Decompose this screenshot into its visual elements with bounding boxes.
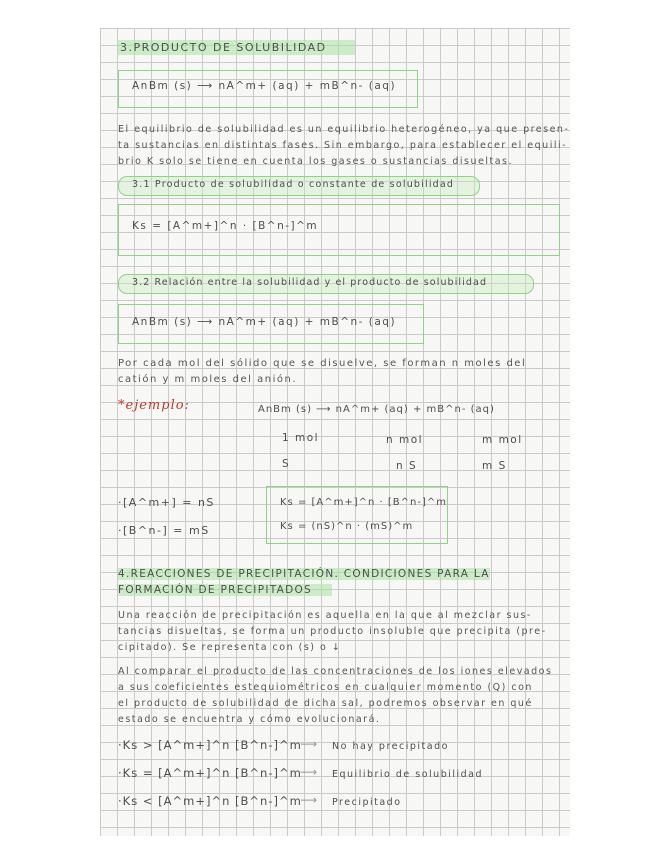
right-arrow-icon: ⟶ (300, 765, 318, 779)
s-row-a: S (282, 458, 291, 470)
subsection-3-1-title: 3.1 Producto de solubilidad o constante de solubilidad (132, 179, 455, 190)
mol-row-c: m mol (482, 434, 523, 446)
precipitation-paragraph (118, 608, 547, 656)
conc-a: ·[A^m+] = nS (118, 496, 215, 509)
right-arrow-icon: ⟶ (300, 737, 318, 751)
section-3-heading: 3.PRODUCTO DE SOLUBILIDAD (118, 40, 355, 55)
condition-result: Equilibrio de solubilidad (332, 769, 484, 780)
s-row-b: n S (396, 460, 418, 472)
compare-line: a sus coeficientes estequiométricos en cualquier momento (Q) con (118, 682, 533, 693)
conc-b: ·[B^n-] = mS (118, 524, 210, 537)
compare-paragraph (118, 664, 552, 728)
intro-paragraph (118, 122, 569, 170)
ks-solution-box (266, 486, 448, 544)
precipitation-line: Una reacción de precipitación es aquella en la que al mezclar sus- (118, 610, 532, 621)
mol-line: Por cada mol del sólido que se disuelve, se forman n moles del (118, 358, 527, 369)
ks-formula: Ks = [A^m+]^n · [B^n-]^m (132, 220, 319, 232)
compare-line: Al comparar el producto de las concentraciones de los iones elevados (118, 666, 553, 677)
subsection-3-2-title: 3.2 Relación entre la solubilidad y el producto de solubilidad (132, 277, 488, 288)
relation-equation: AnBm (s) ⟶ nA^m+ (aq) + mB^n- (aq) (132, 316, 397, 328)
precipitation-line: tancias disueltas, se forma un producto insoluble que precipita (pre- (118, 626, 547, 637)
ks-solution-line-2: Ks = (nS)^n · (mS)^m (280, 521, 414, 532)
intro-line: brio K solo se tiene en cuenta los gases o sustancias disueltas. (118, 156, 514, 167)
condition-expr: ·Ks > [A^m+]^n [B^n-]^m (118, 738, 302, 752)
mol-row-a: 1 mol (282, 432, 320, 444)
mol-row-b: n mol (386, 434, 424, 446)
condition-result: Precipitado (332, 797, 402, 808)
section-4-heading-line-2: FORMACIÓN DE PRECIPITADOS (118, 584, 332, 596)
intro-line: ta sustancias en distintas fases. Sin embargo, para establecer el equili- (118, 140, 568, 151)
ejemplo-equation: AnBm (s) ⟶ nA^m+ (aq) + mB^n- (aq) (258, 404, 495, 415)
ejemplo-label: *ejemplo: (118, 398, 190, 413)
mol-line: catión y m moles del anión. (118, 374, 297, 385)
condition-expr: ·Ks = [A^m+]^n [B^n-]^m (118, 766, 302, 780)
condition-result: No hay precipitado (332, 741, 449, 752)
precipitation-line: cipitado). Se representa con (s) o ↓ (118, 642, 342, 653)
s-row-c: m S (482, 460, 507, 472)
condition-expr: ·Ks < [A^m+]^n [B^n-]^m (118, 794, 302, 808)
compare-line: estado se encuentra y cómo evolucionará. (118, 714, 381, 725)
mol-paragraph (118, 356, 526, 388)
main-equation: AnBm (s) ⟶ nA^m+ (aq) + mB^n- (aq) (132, 80, 397, 92)
ks-solution-line-1: Ks = [A^m+]^n · [B^n-]^m (280, 497, 448, 508)
right-arrow-icon: ⟶ (300, 793, 318, 807)
compare-line: el producto de solubilidad de dicha sal, podremos observar en qué (118, 698, 533, 709)
intro-line: El equilibrio de solubilidad es un equilibrio heterogéneo, ya que presen- (118, 124, 570, 135)
section-4-heading-line-1: 4.REACCIONES DE PRECIPITACIÓN. CONDICIONES PARA LA (118, 568, 490, 580)
